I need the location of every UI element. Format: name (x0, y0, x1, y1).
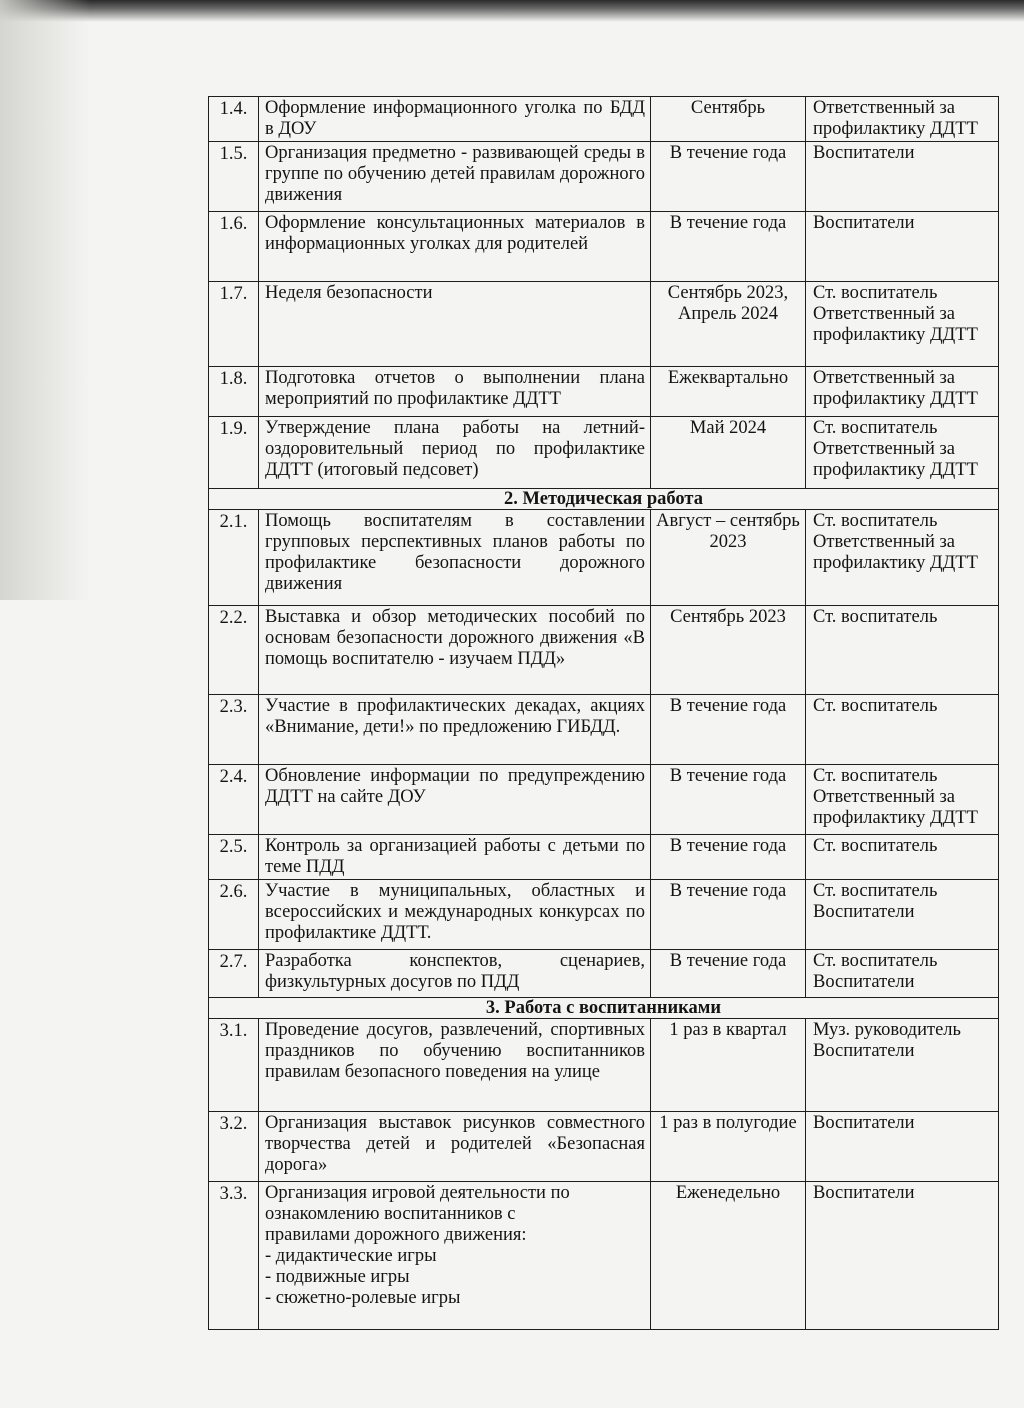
table-row (209, 97, 999, 142)
responsible-line: Ст. воспитатель (813, 283, 938, 303)
item-title: Неделя безопасности (259, 282, 651, 367)
item-responsible (806, 142, 999, 212)
responsible-line: профилактику ДДТТ (813, 553, 978, 573)
item-term: Сентябрь 2023, Апрель 2024 (651, 282, 806, 367)
responsible-line: Муз. руководитель (813, 1020, 961, 1040)
item-number: 2.2. (209, 606, 259, 695)
item-title: Обновление информации по предупреждению ДДТТ на сайте ДОУ (259, 765, 651, 835)
responsible-line: Ответственный за (813, 304, 956, 324)
table-row (209, 212, 999, 282)
responsible-line: Ст. воспитатель (813, 418, 938, 438)
responsible-line: Ответственный за (813, 368, 956, 388)
responsible-line: Воспитатели (813, 902, 915, 922)
item-responsible (806, 835, 999, 880)
item-responsible (806, 950, 999, 998)
item-term: Ежеквартально (651, 367, 806, 417)
responsible-line: Воспитатели (813, 1041, 915, 1061)
item-title-line: ознакомлению воспитанников с (265, 1204, 516, 1224)
item-number: 3.3. (209, 1182, 259, 1330)
item-number: 1.4. (209, 97, 259, 142)
table-row (209, 880, 999, 950)
item-term: 1 раз в квартал (651, 1019, 806, 1112)
item-term: В течение года (651, 880, 806, 950)
responsible-line: Воспитатели (813, 213, 915, 233)
item-term: Май 2024 (651, 417, 806, 489)
item-number: 2.1. (209, 510, 259, 606)
item-responsible (806, 510, 999, 606)
section-header-row (209, 489, 999, 510)
item-title (259, 1182, 651, 1330)
item-number: 1.9. (209, 417, 259, 489)
item-title: Оформление консультационных материалов в информационных уголках для родителей (259, 212, 651, 282)
plan-table-body (209, 97, 999, 1330)
item-title-line: - сюжетно-ролевые игры (265, 1288, 461, 1308)
table-row (209, 282, 999, 367)
item-number: 2.7. (209, 950, 259, 998)
responsible-line: Ответственный за (813, 439, 956, 459)
item-responsible (806, 417, 999, 489)
section-header-row (209, 998, 999, 1019)
item-term: В течение года (651, 765, 806, 835)
item-term: В течение года (651, 695, 806, 765)
item-responsible (806, 606, 999, 695)
item-title: Разработка конспектов, сценариев, физкультурных досугов по ПДД (259, 950, 651, 998)
item-responsible (806, 880, 999, 950)
responsible-line: профилактику ДДТТ (813, 119, 978, 139)
scan-edge-shadow (0, 0, 1024, 22)
item-responsible (806, 282, 999, 367)
table-row (209, 835, 999, 880)
table-row (209, 142, 999, 212)
item-title-line: правилами дорожного движения: (265, 1225, 527, 1245)
responsible-line: Ст. воспитатель (813, 836, 938, 856)
item-responsible (806, 212, 999, 282)
item-term: В течение года (651, 835, 806, 880)
table-row (209, 417, 999, 489)
item-responsible (806, 695, 999, 765)
table-row (209, 765, 999, 835)
item-number: 2.3. (209, 695, 259, 765)
item-responsible (806, 765, 999, 835)
responsible-line: Ст. воспитатель (813, 696, 938, 716)
responsible-line: Воспитатели (813, 1183, 915, 1203)
responsible-line: Ответственный за (813, 787, 956, 807)
item-title: Участие в муниципальных, областных и всероссийских и международных конкурсах по профилактике ДДТТ. (259, 880, 651, 950)
item-title: Подготовка отчетов о выполнении плана мероприятий по профилактике ДДТТ (259, 367, 651, 417)
item-term: Сентябрь (651, 97, 806, 142)
item-title: Организация предметно - развивающей среды в группе по обучению детей правилам дорожного движения (259, 142, 651, 212)
item-term: В течение года (651, 142, 806, 212)
table-row (209, 1182, 999, 1330)
responsible-line: профилактику ДДТТ (813, 325, 978, 345)
item-title: Выставка и обзор методических пособий по основам безопасности дорожного движения «В помощь воспитателю - изучаем ПДД» (259, 606, 651, 695)
item-term: Август – сентябрь 2023 (651, 510, 806, 606)
table-row (209, 1019, 999, 1112)
responsible-line: Ст. воспитатель (813, 881, 938, 901)
item-title: Участие в профилактических декадах, акциях «Внимание, дети!» по предложению ГИБДД. (259, 695, 651, 765)
table-row (209, 950, 999, 998)
section-title: 2. Методическая работа (209, 489, 999, 510)
section-title: 3. Работа с воспитанниками (209, 998, 999, 1019)
responsible-line: Ст. воспитатель (813, 511, 938, 531)
item-term: Еженедельно (651, 1182, 806, 1330)
item-number: 2.6. (209, 880, 259, 950)
item-number: 2.4. (209, 765, 259, 835)
responsible-line: Ст. воспитатель (813, 951, 938, 971)
responsible-line: профилактику ДДТТ (813, 389, 978, 409)
item-title: Оформление информационного уголка по БДД в ДОУ (259, 97, 651, 142)
item-number: 3.1. (209, 1019, 259, 1112)
item-title: Контроль за организацией работы с детьми по теме ПДД (259, 835, 651, 880)
plan-table (208, 96, 999, 1330)
table-row (209, 510, 999, 606)
item-term: В течение года (651, 212, 806, 282)
table-row (209, 367, 999, 417)
item-responsible (806, 1182, 999, 1330)
item-title-line: - дидактические игры (265, 1246, 437, 1266)
item-number: 3.2. (209, 1112, 259, 1182)
item-number: 1.5. (209, 142, 259, 212)
item-title: Помощь воспитателям в составлении групповых перспективных планов работы по профилактике безопасности дорожного движения (259, 510, 651, 606)
item-number: 2.5. (209, 835, 259, 880)
responsible-line: Воспитатели (813, 1113, 915, 1133)
responsible-line: профилактику ДДТТ (813, 808, 978, 828)
responsible-line: Ст. воспитатель (813, 766, 938, 786)
item-title-line: - подвижные игры (265, 1267, 410, 1287)
responsible-line: Ответственный за (813, 532, 956, 552)
item-term: Сентябрь 2023 (651, 606, 806, 695)
item-title: Утверждение плана работы на летний-оздоровительный период по профилактике ДДТТ (итоговый педсовет) (259, 417, 651, 489)
item-title: Проведение досугов, развлечений, спортивных праздников по обучению воспитанников правилам безопасного поведения на улице (259, 1019, 651, 1112)
table-row (209, 606, 999, 695)
document-page (208, 96, 998, 1330)
responsible-line: Ответственный за (813, 98, 956, 118)
table-row (209, 695, 999, 765)
scan-page-shading (0, 0, 90, 600)
item-title: Организация выставок рисунков совместного творчества детей и родителей «Безопасная дорога» (259, 1112, 651, 1182)
responsible-line: Ст. воспитатель (813, 607, 938, 627)
item-term: В течение года (651, 950, 806, 998)
item-responsible (806, 1019, 999, 1112)
item-responsible (806, 367, 999, 417)
responsible-line: Воспитатели (813, 143, 915, 163)
item-responsible (806, 97, 999, 142)
item-number: 1.6. (209, 212, 259, 282)
item-responsible (806, 1112, 999, 1182)
item-number: 1.7. (209, 282, 259, 367)
table-row (209, 1112, 999, 1182)
responsible-line: Воспитатели (813, 972, 915, 992)
item-number: 1.8. (209, 367, 259, 417)
item-title-line: Организация игровой деятельности по (265, 1183, 570, 1203)
responsible-line: профилактику ДДТТ (813, 460, 978, 480)
item-term: 1 раз в полугодие (651, 1112, 806, 1182)
